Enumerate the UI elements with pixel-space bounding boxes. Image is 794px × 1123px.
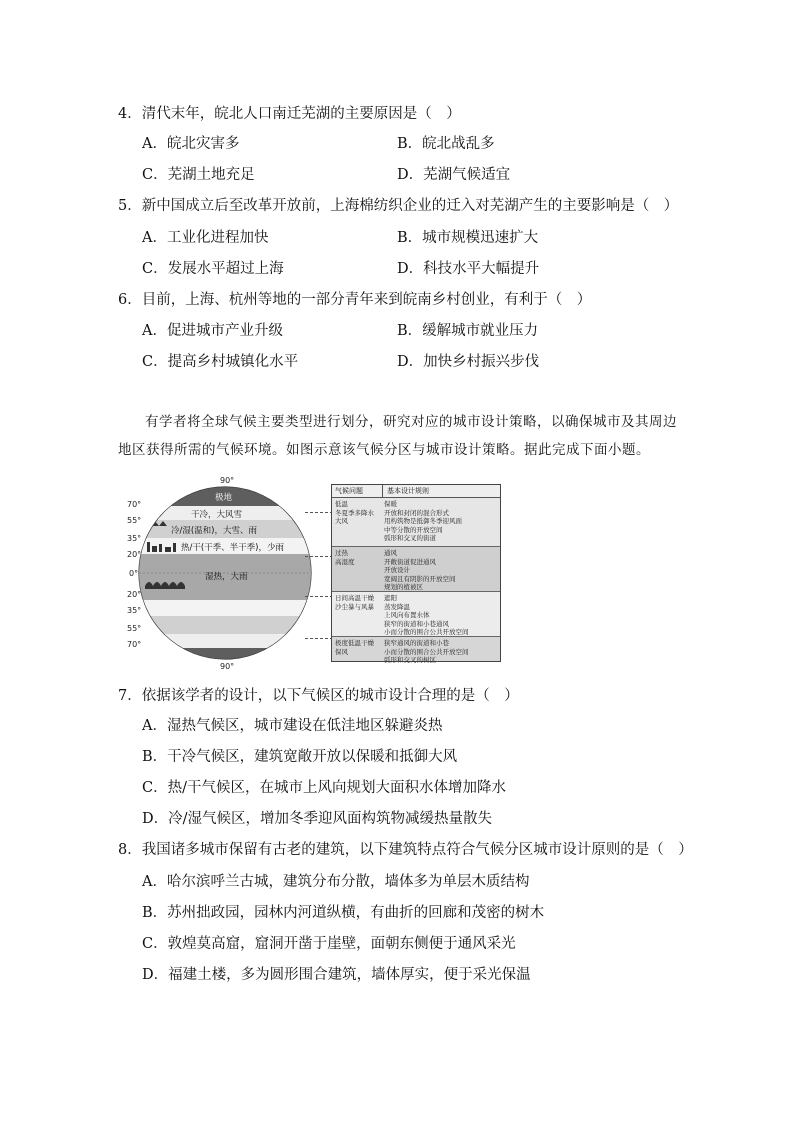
band-label-hot-humid: 湿热，大雨 [205, 572, 248, 582]
table-row-problem: 日间高温干燥 沙尘暴与风暴 [335, 594, 374, 611]
band-label-dry-cold: 干冷，大风雪 [191, 510, 243, 520]
question-7-option-d: D．冷/湿气候区，增加冬季迎风面构筑物减缓热量散失 [142, 811, 493, 827]
question-7-option-c: C．热/干气候区，在城市上风向规划大面积水体增加降水 [142, 780, 506, 796]
connector-line [305, 556, 333, 557]
question-8-option-d: D．福建土楼，多为圆形围合建筑，墙体厚实，便于采光保温 [142, 967, 531, 983]
table-row-rules: 遮阳 蒸发降温 上风向布置水体 狭窄的街道和小巷通风 小而分散的围合公共开放空间 [384, 594, 469, 636]
question-5-option-b: B．城市规模迅速扩大 [397, 230, 539, 246]
lat-label-70n: 70° [127, 500, 142, 509]
table-row [332, 547, 500, 592]
table-row-rules: 通风 开敞街道促进通风 开放设计 宽阔且有阴影的开放空间 规划的植被区 [384, 549, 456, 591]
question-8-option-b: B．苏州拙政园，园林内河道纵横，有曲折的回廊和茂密的树木 [142, 905, 545, 921]
connector-line [305, 512, 333, 513]
question-4-option-b: B．皖北战乱多 [397, 136, 495, 152]
band-label-polar: 极地 [215, 493, 233, 503]
lat-label-90n: 90° [220, 476, 235, 485]
question-5-option-c: C．发展水平超过上海 [142, 261, 284, 277]
table-header-problem: 气候问题 [335, 487, 363, 495]
lat-label-35s: 35° [127, 606, 142, 615]
question-8-option-c: C．敦煌莫高窟，窟洞开凿于崖壁，面朝东侧便于通风采光 [142, 936, 516, 952]
question-5-stem: 5．新中国成立后至改革开放前，上海棉纺织企业的迁入对芜湖产生的主要影响是（ ） [118, 198, 679, 214]
table-row [332, 592, 500, 637]
question-6-option-d: D．加快乡村振兴步伐 [397, 354, 540, 370]
lat-label-55s: 55° [127, 624, 142, 633]
question-8-stem: 8．我国诸多城市保留有古老的建筑，以下建筑特点符合气候分区城市设计原则的是（ ） [118, 842, 693, 858]
design-rules-table [331, 484, 501, 662]
table-row-problem: 低温 冬夏季多降水 大风 [335, 500, 374, 525]
connector-line [305, 638, 333, 639]
table-row [332, 637, 500, 664]
question-5-option-d: D．科技水平大幅提升 [397, 261, 540, 277]
question-8-option-a: A．哈尔滨呼兰古城，建筑分布分散，墙体多为单层木质结构 [142, 874, 530, 890]
lat-label-35n: 35° [127, 534, 142, 543]
lat-label-20s: 20° [127, 590, 142, 599]
question-4-option-d: D．芜湖气候适宜 [397, 167, 511, 183]
question-6-option-b: B．缓解城市就业压力 [397, 323, 539, 339]
lat-label-0: 0° [129, 569, 139, 578]
lat-label-70s: 70° [127, 640, 142, 649]
question-5-option-a: A．工业化进程加快 [142, 230, 269, 246]
table-row-problem: 过热 高湿度 [335, 549, 355, 566]
question-6-stem: 6．目前，上海、杭州等地的一部分青年来到皖南乡村创业，有利于（ ） [118, 292, 592, 308]
climate-globe [125, 474, 330, 672]
climate-design-figure [125, 474, 505, 672]
question-4-option-a: A．皖北灾害多 [142, 136, 240, 152]
question-4-stem: 4．清代末年，皖北人口南迁芜湖的主要原因是（ ） [118, 106, 461, 122]
table-header [332, 485, 500, 498]
lat-label-90s: 90° [220, 662, 235, 671]
question-7-stem: 7．依据该学者的设计，以下气候区的城市设计合理的是（ ） [118, 688, 519, 704]
table-row-rules: 保暖 开放和封闭的混合形式 用构筑物是抵御冬季迎风面 中等分散的开放空间 弧形和交叉的街道 [384, 500, 462, 542]
question-7-option-b: B．干冷气候区，建筑宽敞开放以保暖和抵御大风 [142, 749, 458, 765]
connector-line [305, 596, 333, 597]
band-label-hot-dry: 热/干(干季、半干季)，少雨 [181, 543, 284, 553]
table-row [332, 498, 500, 547]
question-4-option-c: C．芜湖土地充足 [142, 167, 255, 183]
question-6-option-c: C．提高乡村城镇化水平 [142, 354, 299, 370]
band-label-cold-wet: 冷/湿(温和)，大雪、雨 [171, 526, 257, 536]
question-7-option-a: A．湿热气候区，城市建设在低洼地区躲避炎热 [142, 718, 443, 734]
lat-label-55n: 55° [127, 516, 142, 525]
table-header-rules: 基本设计规则 [387, 487, 429, 495]
table-row-problem: 极度低温干燥 保风 [335, 639, 374, 656]
table-row-rules: 狭窄通风的街道和小巷 小而分散的围合公共开放空间 弧形和交叉的树区 [384, 639, 469, 664]
question-6-option-a: A．促进城市产业升级 [142, 323, 283, 339]
lat-label-20n: 20° [127, 550, 142, 559]
passage-text: 有学者将全球气候主要类型进行划分，研究对应的城市设计策略，以确保城市及其周边地区获得所需的气候环境。如图示意该气候分区与城市设计策略。据此完成下面小题。 [118, 414, 677, 458]
